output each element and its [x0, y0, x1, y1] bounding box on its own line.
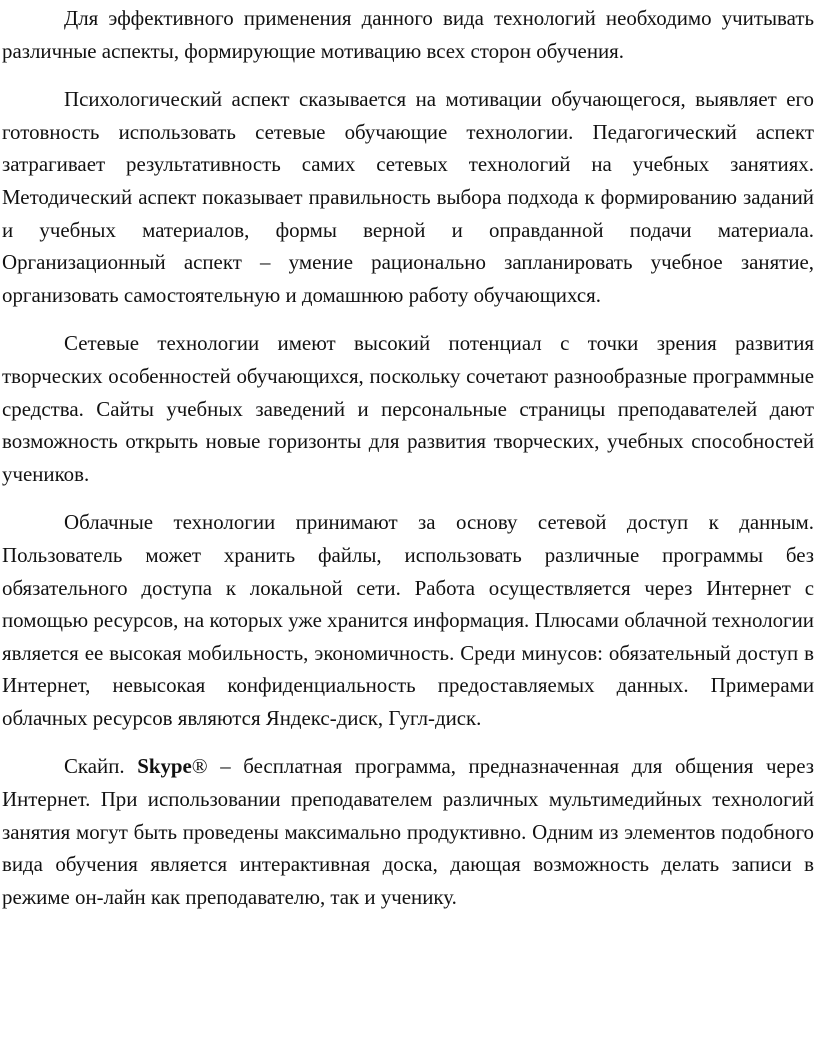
paragraph-cloud-technologies: Облачные технологии принимают за основу сетевой доступ к данным. Пользователь может хранить файлы, использовать различные программы без обязательного доступа к локальной сети. Работа осуществляется через Интернет с помощью ресурсов, на которых уже хранится информация. Плюсами облачной технологии является ее высокая мобильность, экономичность. Среди минусов: обязательный доступ в Интернет, невысокая конфиденциальность предоставляемых данных. Примерами облачных ресурсов являются Яндекс-диск, Гугл-диск.	[2, 510, 814, 730]
paragraph-network-technologies: Сетевые технологии имеют высокий потенциал с точки зрения развития творческих особенностей обучающихся, поскольку сочетают разнообразные программные средства. Сайты учебных заведений и персональные страницы преподавателей дают возможность открыть новые горизонты для развития творческих, учебных способностей учеников.	[2, 331, 814, 486]
paragraph-aspects-description: Психологический аспект сказывается на мотивации обучающегося, выявляет его готовность использовать сетевые обучающие технологии. Педагогический аспект затрагивает результативность самих сетевых технологий на учебных занятиях. Методический аспект показывает правильность выбора подхода к формированию заданий и учебных материалов, формы верной и оправданной подачи материала. Организационный аспект – умение рационально запланировать учебное занятие, организовать самостоятельную и домашнюю работу обучающихся.	[2, 87, 814, 307]
skype-description-text: ® – бесплатная программа, предназначенная для общения через Интернет. При использовании преподавателем различных мультимедийных технологий занятия могут быть проведены максимально продуктивно. Одним из элементов подобного вида обучения является интерактивная доска, дающая возможность делать записи в режиме он-лайн как преподавателю, так и ученику.	[2, 754, 814, 909]
paragraph-motivation-aspects: Для эффективного применения данного вида технологий необходимо учитывать различные аспекты, формирующие мотивацию всех сторон обучения.	[2, 6, 814, 63]
skype-lead-text: Скайп.	[64, 754, 138, 779]
paragraph-skype	[2, 750, 814, 913]
skype-brand-name: Skype	[137, 754, 192, 779]
